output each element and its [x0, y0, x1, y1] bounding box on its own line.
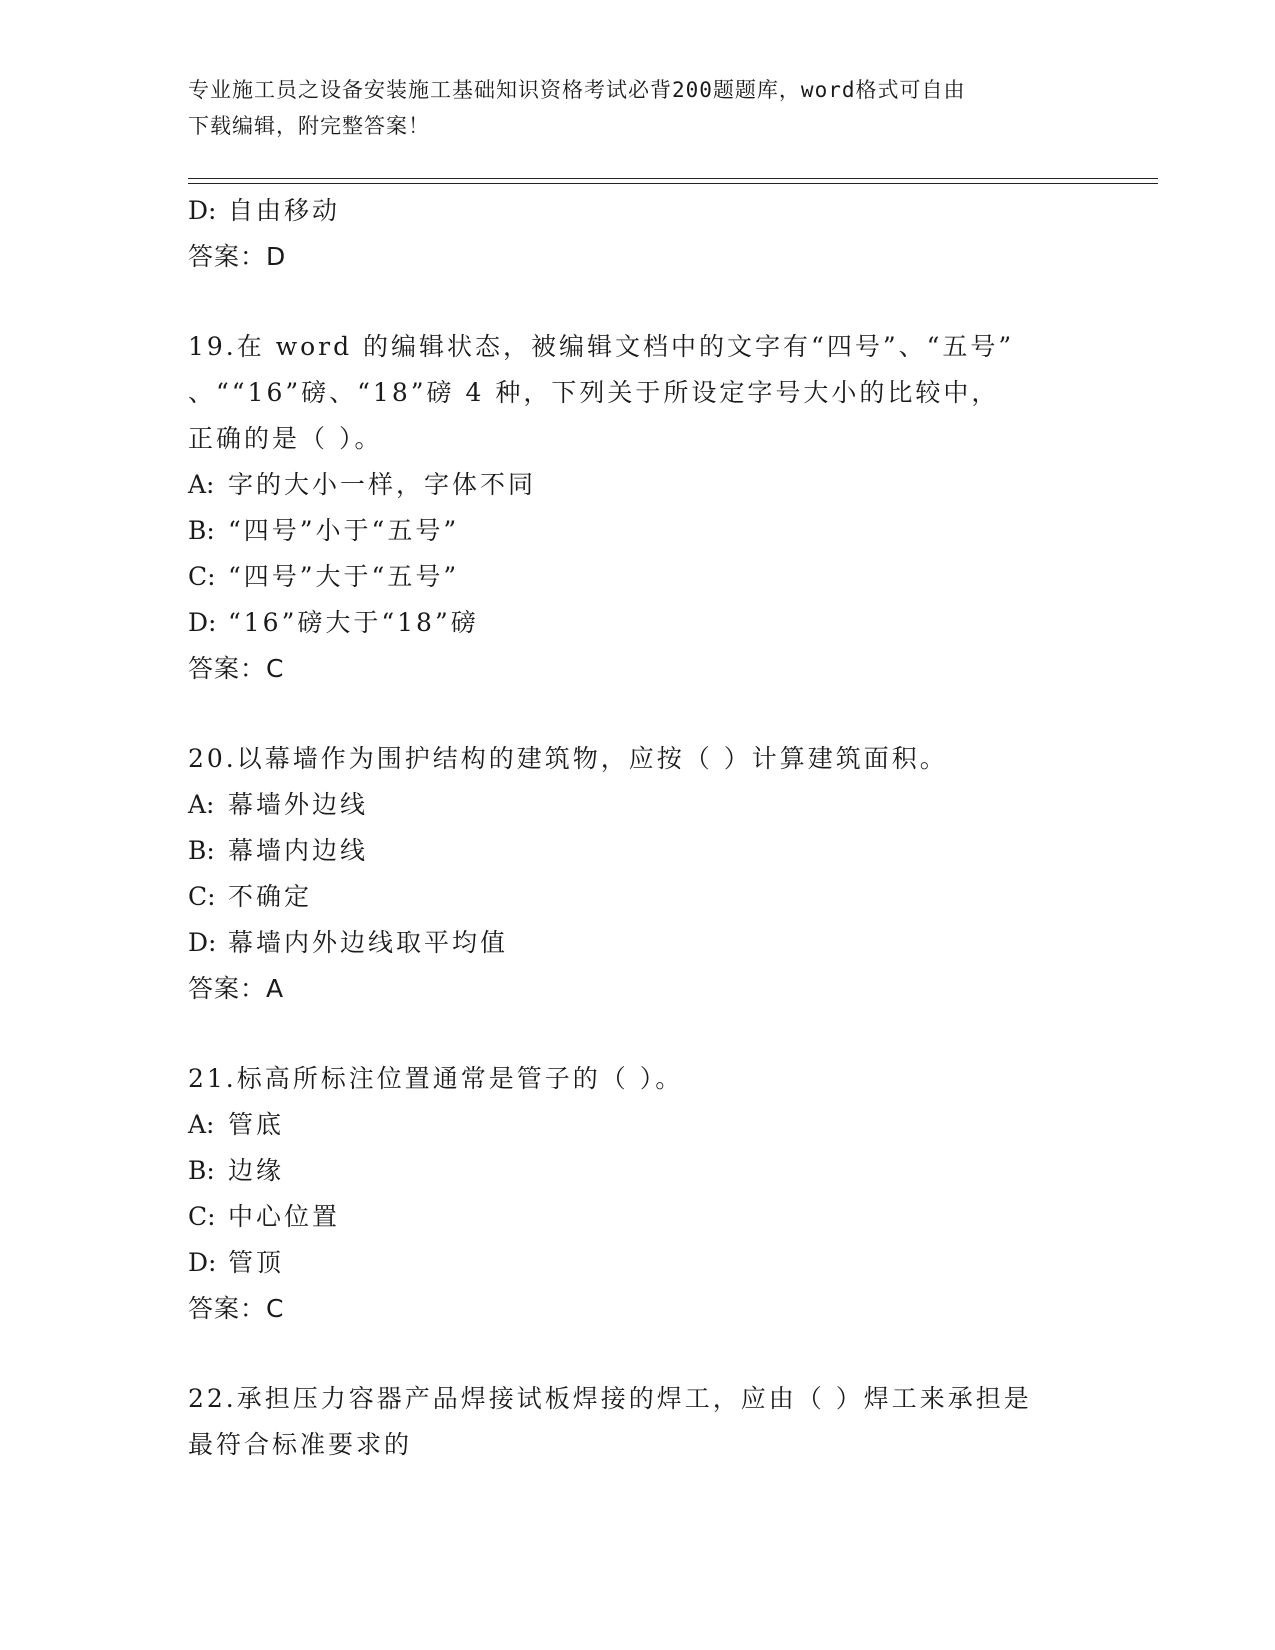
- q21-option-b: [188, 1148, 1088, 1194]
- option-text: “四号”大于“五号”: [228, 562, 460, 591]
- q20-answer: 答案：A: [188, 974, 285, 1003]
- q20-option-d: [188, 920, 1088, 966]
- q18-option-d: [188, 188, 1088, 234]
- option-key: A:: [188, 1110, 215, 1139]
- q20-stem: 20.以幕墙作为围护结构的建筑物，应按（ ）计算建筑面积。: [188, 744, 948, 773]
- q21-answer: 答案：C: [188, 1294, 285, 1323]
- document-body: [188, 188, 1088, 1468]
- q20-option-b: [188, 828, 1088, 874]
- q22-stem-line-1: 22.承担压力容器产品焊接试板焊接的焊工，应由（ ）焊工来承担是: [188, 1384, 1032, 1413]
- option-text: 幕墙外边线: [228, 790, 369, 819]
- option-key: A:: [188, 790, 215, 819]
- document-header: [188, 72, 1078, 144]
- option-key: B:: [188, 516, 215, 545]
- option-text: “16”磅大于“18”磅: [228, 608, 479, 637]
- q19-stem-line-3: 正确的是（ ）。: [188, 424, 383, 453]
- option-key: B:: [188, 836, 215, 865]
- option-text: 中心位置: [228, 1202, 341, 1231]
- option-key: C:: [188, 1202, 216, 1231]
- option-key: D:: [188, 196, 217, 225]
- option-text: 边缘: [228, 1156, 285, 1185]
- option-text: 字的大小一样，字体不同: [228, 470, 537, 499]
- option-key: A:: [188, 470, 215, 499]
- option-text: 自由移动: [228, 196, 341, 225]
- option-key: D:: [188, 608, 217, 637]
- option-text: 幕墙内外边线取平均值: [228, 928, 509, 957]
- q19-option-d: [188, 600, 1088, 646]
- header-line-1: 专业施工员之设备安装施工基础知识资格考试必背200题题库，word格式可自由: [188, 78, 966, 102]
- option-text: 幕墙内边线: [228, 836, 369, 865]
- option-key: C:: [188, 562, 216, 591]
- option-text: 管底: [228, 1110, 285, 1139]
- q19-stem-line-1: 19.在 word 的编辑状态，被编辑文档中的文字有“四号”、“五号”: [188, 332, 1015, 361]
- q22-stem-line-2: 最符合标准要求的: [188, 1430, 413, 1459]
- option-key: D:: [188, 928, 217, 957]
- q21-option-c: [188, 1194, 1088, 1240]
- option-text: 不确定: [228, 882, 313, 911]
- header-divider-top: [188, 178, 1158, 179]
- option-text: 管顶: [228, 1248, 285, 1277]
- q19-stem-line-2: 、““16”磅、“18”磅 4 种，下列关于所设定字号大小的比较中，: [188, 378, 1000, 407]
- option-text: “四号”小于“五号”: [228, 516, 460, 545]
- q21-option-a: [188, 1102, 1088, 1148]
- q19-option-c: [188, 554, 1088, 600]
- q19-option-b: [188, 508, 1088, 554]
- option-key: B:: [188, 1156, 215, 1185]
- header-line-2: 下载编辑，附完整答案！: [188, 114, 430, 138]
- q21-stem: 21.标高所标注位置通常是管子的（ ）。: [188, 1064, 684, 1093]
- q20-option-c: [188, 874, 1088, 920]
- q19-answer: 答案：C: [188, 654, 285, 683]
- q19-option-a: [188, 462, 1088, 508]
- option-key: C:: [188, 882, 216, 911]
- q20-option-a: [188, 782, 1088, 828]
- q18-answer: 答案：D: [188, 242, 287, 271]
- option-key: D:: [188, 1248, 217, 1277]
- q21-option-d: [188, 1240, 1088, 1286]
- header-divider-bottom: [188, 183, 1158, 184]
